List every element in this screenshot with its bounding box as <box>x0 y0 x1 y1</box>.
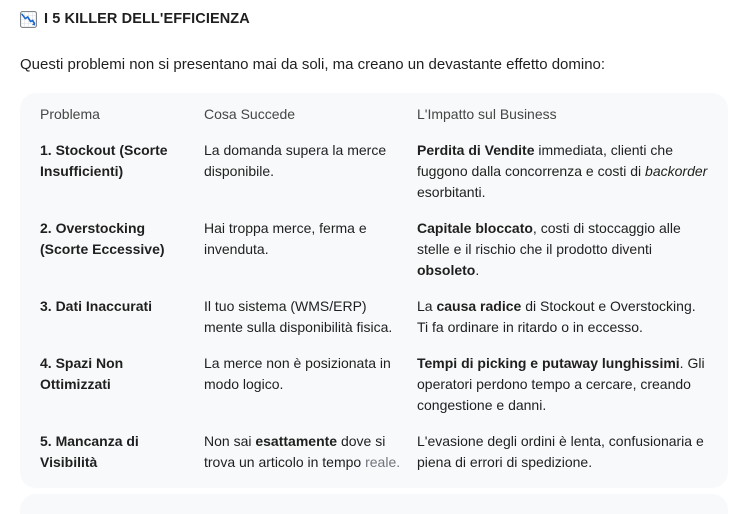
column-header-problema: Problema <box>40 106 100 122</box>
cell-impatto: L'evasione degli ordini è lenta, confusionaria e piena di errori di spedizione. <box>417 433 704 470</box>
cell-impatto: Capitale bloccato, costi di stoccaggio alle stelle e il rischio che il prodotto diventi obsoleto. <box>417 220 681 278</box>
cell-problema: 1. Stockout (Scorte Insufficienti) <box>40 142 168 179</box>
cell-cosa-succede: Non sai esattamente dove si trova un articolo in tempo reale. <box>204 433 401 470</box>
column-header-impatto: L'Impatto sul Business <box>417 106 557 122</box>
cell-problema: 4. Spazi Non Ottimizzati <box>40 355 124 392</box>
problems-table-grid <box>40 104 716 473</box>
cell-cosa-succede: La merce non è posizionata in modo logico. <box>204 355 391 392</box>
cell-problema: 5. Mancanza di Visibilità <box>40 433 139 470</box>
problems-table-card <box>20 93 728 488</box>
cell-problema: 3. Dati Inaccurati <box>40 298 153 314</box>
chart-decreasing-icon <box>20 11 37 28</box>
cell-cosa-succede: Hai troppa merce, ferma e invenduta. <box>204 220 367 257</box>
cell-impatto: Tempi di picking e putaway lunghissimi. Gli operatori perdono tempo a cercare, creando congestione e danni. <box>417 355 705 413</box>
cell-impatto: Perdita di Vendite immediata, clienti che fuggono dalla concorrenza e costi di backorder esorbitanti. <box>417 142 708 200</box>
cell-problema: 2. Overstocking (Scorte Eccessive) <box>40 220 165 257</box>
section-heading-label: I 5 KILLER DELL'EFFICIENZA <box>44 11 250 27</box>
next-card-top-edge <box>20 494 728 514</box>
section-heading <box>20 10 728 29</box>
cell-cosa-succede: La domanda supera la merce disponibile. <box>204 142 387 179</box>
cell-impatto: La causa radice di Stockout e Overstocking. Ti fa ordinare in ritardo o in eccesso. <box>417 298 696 335</box>
column-header-cosa-succede: Cosa Succede <box>204 106 296 122</box>
cell-cosa-succede: Il tuo sistema (WMS/ERP) mente sulla disponibilità fisica. <box>204 298 393 335</box>
intro-paragraph: Questi problemi non si presentano mai da soli, ma creano un devastante effetto domino: <box>20 56 606 73</box>
